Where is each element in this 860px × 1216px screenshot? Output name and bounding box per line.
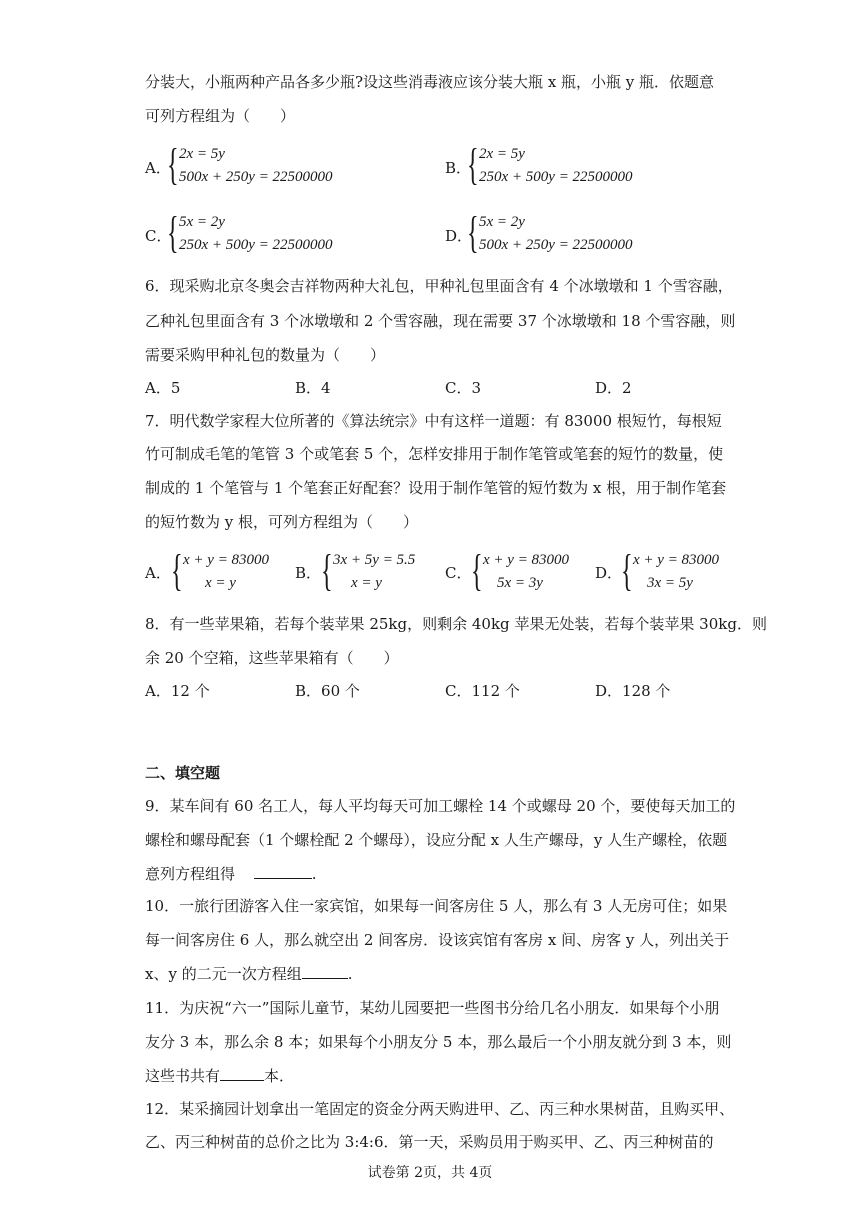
q10-line3-text: x、y 的二元一次方程组: [145, 965, 302, 983]
q5-option-c[interactable]: C．: [145, 227, 172, 245]
q8-text-line-1: 8．有一些苹果箱，若每个装苹果 25kg，则剩余 40kg 苹果无处装，若每个装苹果 30kg．则: [145, 615, 767, 633]
brace-icon: {: [171, 546, 183, 595]
q6-text-line-3: 需要采购甲种礼包的数量为（ ）: [145, 346, 386, 364]
brace-icon: {: [321, 546, 333, 595]
q5-b-eq2: 250x + 500y = 22500000: [479, 169, 633, 185]
q10-text-line-1: 10．一旅行团游客入住一家宾馆，如果每一间客房住 5 人，那么有 3 人无房可住；如果: [145, 897, 728, 915]
q5-option-b[interactable]: B．: [445, 159, 472, 177]
q7-c-eq1: x + y = 83000: [483, 552, 570, 568]
section-heading-fill-in: 二、填空题: [145, 764, 221, 782]
q9-text-line-1: 9．某车间有 60 名工人，每人平均每天可加工螺栓 14 个或螺母 20 个，要使每天加工的: [145, 797, 736, 815]
q7-option-c[interactable]: C．: [445, 564, 472, 582]
q8-option-c[interactable]: C．112 个: [445, 682, 520, 700]
q7-d-eq1: x + y = 83000: [633, 552, 720, 568]
q10-answer-blank[interactable]: [302, 964, 348, 979]
q5-option-d[interactable]: D．: [445, 227, 473, 245]
q8-option-d[interactable]: D．128 个: [595, 682, 671, 700]
brace-icon: {: [467, 140, 479, 189]
q11-text-line-1: 11．为庆祝“六一”国际儿童节，某幼儿园要把一些图书分给几名小朋友．如果每个小朋: [145, 999, 720, 1017]
q9-text-line-2: 螺栓和螺母配套（1 个螺栓配 2 个螺母），设应分配 x 人生产螺母，y 人生产螺栓，依题: [145, 831, 728, 849]
q7-d-eq2: 3x = 5y: [647, 575, 693, 591]
q7-text-line-4: 的短竹数为 y 根，可列方程组为（ ）: [145, 513, 419, 531]
q11-text-line-2: 友分 3 本，那么余 8 本；如果每个小朋友分 5 本，那么最后一个小朋友就分到 3 本，则: [145, 1033, 732, 1051]
q6-option-d[interactable]: D．2: [595, 379, 632, 397]
q7-text-line-2: 竹可制成毛笔的笔管 3 个或笔套 5 个，怎样安排用于制作笔管或笔套的短竹的数量，使: [145, 445, 724, 463]
q5-b-eq1: 2x = 5y: [479, 146, 525, 162]
q7-b-eq1: 3x + 5y = 5.5: [333, 552, 416, 568]
q7-b-eq2: x = y: [351, 575, 382, 591]
q12-text-line-1: 12．某采摘园计划拿出一笔固定的资金分两天购进甲、乙、丙三种水果树苗，且购买甲、: [145, 1100, 735, 1118]
q7-c-eq2: 5x = 3y: [497, 575, 543, 591]
q5-d-eq2: 500x + 250y = 22500000: [479, 237, 633, 253]
q11-text-line-3: [145, 1066, 294, 1086]
q5-a-eq2: 500x + 250y = 22500000: [179, 169, 333, 185]
page-footer: 试卷第 2页，共 4页: [367, 1165, 493, 1181]
q6-text-line-1: 6．现采购北京冬奥会吉祥物两种大礼包，甲种礼包里面含有 4 个冰墩墩和 1 个雪容融，: [145, 277, 733, 295]
q5-a-eq1: 2x = 5y: [179, 146, 225, 162]
q5-c-eq1: 5x = 2y: [179, 214, 225, 230]
brace-icon: {: [471, 546, 483, 595]
q9-text-line-3: [145, 864, 317, 884]
q6-option-b[interactable]: B．4: [295, 379, 331, 397]
q9-period: .: [311, 865, 317, 883]
q8-option-a[interactable]: A．12 个: [145, 682, 210, 700]
q7-text-line-1: 7．明代数学家程大位所著的《算法统宗》中有这样一道题：有 83000 根短竹，每根短: [145, 412, 722, 430]
q5-text-line-1: 分装大，小瓶两种产品各多少瓶?设这些消毒液应该分装大瓶 x 瓶，小瓶 y 瓶．依题意: [145, 73, 715, 91]
brace-icon: {: [167, 140, 179, 189]
brace-icon: {: [621, 546, 633, 595]
q6-text-line-2: 乙种礼包里面含有 3 个冰墩墩和 2 个雪容融，现在需要 37 个冰墩墩和 18 个雪容融，则: [145, 312, 736, 330]
q5-option-a[interactable]: A．: [145, 159, 171, 177]
q5-text-line-2: 可列方程组为（ ）: [145, 107, 296, 125]
q11-answer-blank[interactable]: [220, 1066, 264, 1081]
q5-c-eq2: 250x + 500y = 22500000: [179, 237, 333, 253]
q11-line3-text-b: 本．: [264, 1067, 295, 1085]
q8-option-b[interactable]: B．60 个: [295, 682, 360, 700]
q9-line3-text: 意列方程组得: [145, 865, 236, 883]
q7-option-d[interactable]: D．: [595, 564, 623, 582]
q10-period: .: [347, 965, 353, 983]
q7-text-line-3: 制成的 1 个笔管与 1 个笔套正好配套？设用于制作笔管的短竹数为 x 根，用于制作笔套: [145, 479, 727, 497]
q12-text-line-2: 乙、丙三种树苗的总价之比为 3:4:6．第一天，采购员用于购买甲、乙、丙三种树苗的: [145, 1133, 714, 1151]
q7-a-eq2: x = y: [205, 575, 236, 591]
q9-answer-blank[interactable]: [254, 864, 312, 879]
q11-line3-text-a: 这些书共有: [145, 1067, 221, 1085]
q6-option-c[interactable]: C．3: [445, 379, 482, 397]
q6-option-a[interactable]: A．5: [145, 379, 181, 397]
brace-icon: {: [467, 208, 479, 257]
q7-option-a[interactable]: A．: [145, 564, 171, 582]
q5-d-eq1: 5x = 2y: [479, 214, 525, 230]
q7-a-eq1: x + y = 83000: [183, 552, 270, 568]
q10-text-line-2: 每一间客房住 6 人，那么就空出 2 间客房．设该宾馆有客房 x 间、房客 y 人，列出关于: [145, 931, 730, 949]
q7-option-b[interactable]: B．: [295, 564, 322, 582]
q10-text-line-3: [145, 964, 352, 984]
q8-text-line-2: 余 20 个空箱，这些苹果箱有（ ）: [145, 649, 399, 667]
brace-icon: {: [167, 208, 179, 257]
